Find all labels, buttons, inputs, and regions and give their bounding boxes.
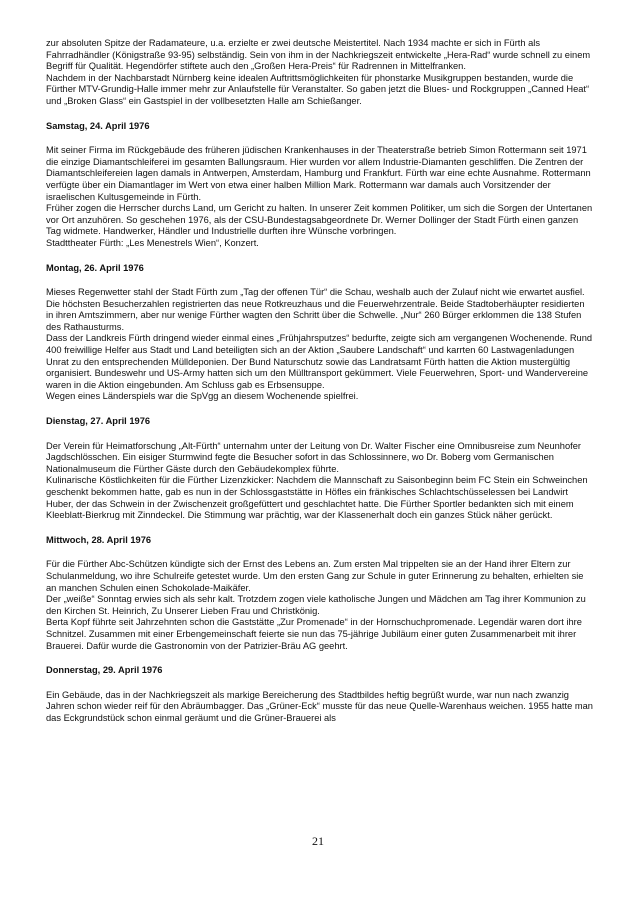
paragraph: Berta Kopf führte seit Jahrzehnten schon die Gaststätte „Zur Promenade“ in der Hornschuchpromenade. Legendär waren dort ihre Schnitzel. Zusammen mit einer Erbengemeinschaft feierte sie nun das 75-jährige Jubiläum einer guten Zusammenarbeit mit ihrer Brauerei. Dafür wurde die Gastronomin von der Patrizier-Bräu AG geehrt. <box>46 617 582 651</box>
paragraph: Kulinarische Köstlichkeiten für die Fürther Lizenzkicker: Nachdem die Mannschaft zu Saisonbeginn beim FC Stein ein Schweinchen geschenkt bekommen hatte, gab es nun in der Schlossgaststätte in Höfles ein fränkisches Schlachtschüsselessen bei Landwirt Huber, der das Schwein in der Zwischenzeit großgefüttert und geschlachtet hatte. Die Fürther Sportler bedankten sich mit einem Kleeblatt-Bierkrug mit Zinndeckel. Die Stimmung war prächtig, war der Klassenerhalt doch ein ganzes Stück näher gerückt. <box>46 475 588 521</box>
date-heading: Dienstag, 27. April 1976 <box>46 416 151 427</box>
page-number: 21 <box>312 834 324 848</box>
paragraph: Mit seiner Firma im Rückgebäude des früheren jüdischen Krankenhauses in der Theaterstraße betrieb Simon Rottermann seit 1971 die einzige Diamantschleiferei im gesamten Ballungsraum. Hier wurden vor allem Industrie-Diamanten geschliffen. Die Zentren der Diamantschleifereien lagen damals in Antwerpen, Amsterdam, Hamburg und Frankfurt. Fürth war eine echte Ausnahme. Rottermann verfügte über ein Diamantlager im Wert von etwa einer halben Million Mark. Rottermann war damals auch Vorsitzender der israelischen Kultusgemeinde in Fürth. <box>46 145 591 202</box>
paragraph: Für die Fürther Abc-Schützen kündigte sich der Ernst des Lebens an. Zum ersten Mal trippelten sie an der Hand ihrer Eltern zur Schulanmeldung, wo ihre Schulreife getestet wurde. Um den ersten Gang zur Schule in guter Erinnerung zu behalten, erhielten sie an manchen Schulen einen Schokolade-Maikäfer. <box>46 559 584 593</box>
date-heading: Samstag, 24. April 1976 <box>46 120 150 131</box>
date-heading: Mittwoch, 28. April 1976 <box>46 534 152 545</box>
paragraph: Dass der Landkreis Fürth dringend wieder einmal eines „Frühjahrsputzes“ bedurfte, zeigte sich am vergangenen Wochenende. Rund 400 freiwillige Helfer aus Stadt und Land beteiligten sich an der Aktion „Saubere Landschaft“ und karrten 60 Lastwagenladungen Unrat zu den entsprechenden Mülldeponien. Der Bund Naturschutz sowie das Landratsamt Fürth hatten die Aktion mustergültig organisiert. Bundeswehr und US-Army hatten sich um den Mülltransport gekümmert. Viele Feuerwehren, Sport- und Wandervereine waren in die Aktion eingebunden. Am Schluss gab es Erbsensuppe. <box>46 333 593 390</box>
paragraph: Stadttheater Fürth: „Les Menestrels Wien“, Konzert. <box>46 237 259 248</box>
date-heading: Montag, 26. April 1976 <box>46 262 144 273</box>
document-page <box>46 38 594 725</box>
paragraph: Früher zogen die Herrscher durchs Land, um Gericht zu halten. In unserer Zeit kommen Politiker, um sich die Sorgen der Untertanen vor Ort anzuhören. So geschehen 1976, als der CSU-Bundestagsabgeordnete Dr. Werner Dollinger der Stadt Fürth einen ganzen Tag widmete. Handwerker, Händler und Industrielle durften ihre Wünsche vorbringen. <box>46 203 593 237</box>
paragraph: Der „weiße“ Sonntag erwies sich als sehr kalt. Trotzdem zogen viele katholische Jungen und Mädchen am Tag ihrer Kommunion zu den Kirchen St. Heinrich, Zu Unserer Lieben Frau und Christkönig. <box>46 594 586 616</box>
paragraph: Der Verein für Heimatforschung „Alt-Fürth“ unternahm unter der Leitung von Dr. Walter Fischer eine Omnibusreise zum Neunhofer Jagdschlösschen. Ein eisiger Sturmwind fegte die Besucher sofort in das Schlossinnere, wo Dr. Boberg vom Germanischen Nationalmuseum die Fürther Gäste durch den Gebäudekomplex führte. <box>46 440 581 474</box>
paragraph: zur absoluten Spitze der Radamateure, u.a. erzielte er zwei deutsche Meistertitel. Nach 1934 machte er sich in Fürth als Fahrradhändler (Königstraße 93-95) selbständig. Sein von ihm in der Nachkriegszeit entwickelte „Hera-Rad“ wurde schnell zu einem Begriff für Qualität. Hegendörfer stiftete auch den „Großen Hera-Preis“ für Radrennen in Mittelfranken. <box>46 38 591 72</box>
paragraph: Ein Gebäude, das in der Nachkriegszeit als markige Bereicherung des Stadtbildes heftig begrüßt wurde, war nun nach zwanzig Jahren schon wieder reif für den Abräumbagger. Das „Grüner-Eck“ musste für das neue Quelle-Warenhaus weichen. 1955 hatte man das Eckgrundstück schon einmal geräumt und die Grüner-Brauerei als <box>46 689 593 723</box>
paragraph: Mieses Regenwetter stahl der Stadt Fürth zum „Tag der offenen Tür“ die Schau, weshalb auch der Zulauf nicht wie erwartet ausfiel. Die höchsten Besucherzahlen registrierten das neue Rotkreuzhaus und die Feuerwehrzentrale. Beide Stadtoberhäupter residierten in ihren Amtszimmern, aber nur wenige Fürther wagten den Schritt über die Schwelle. „Nur“ 260 Bürger erklommen die 138 Stufen des Rathausturms. <box>46 287 585 332</box>
date-heading: Donnerstag, 29. April 1976 <box>46 665 163 676</box>
paragraph: Wegen eines Länderspiels war die SpVgg an diesem Wochenende spielfrei. <box>46 391 359 402</box>
paragraph: Nachdem in der Nachbarstadt Nürnberg keine idealen Auftrittsmöglichkeiten für phonstarke Musikgruppen bestanden, wurde die Fürther MTV-Grundig-Halle immer mehr zur Anlaufstelle für Veranstalter. So gaben jetzt die Blues- und Rockgruppen „Canned Heat“ und „Broken Glass“ ein Gastspiel in der vollbesetzten Halle am Schießanger. <box>46 72 590 106</box>
